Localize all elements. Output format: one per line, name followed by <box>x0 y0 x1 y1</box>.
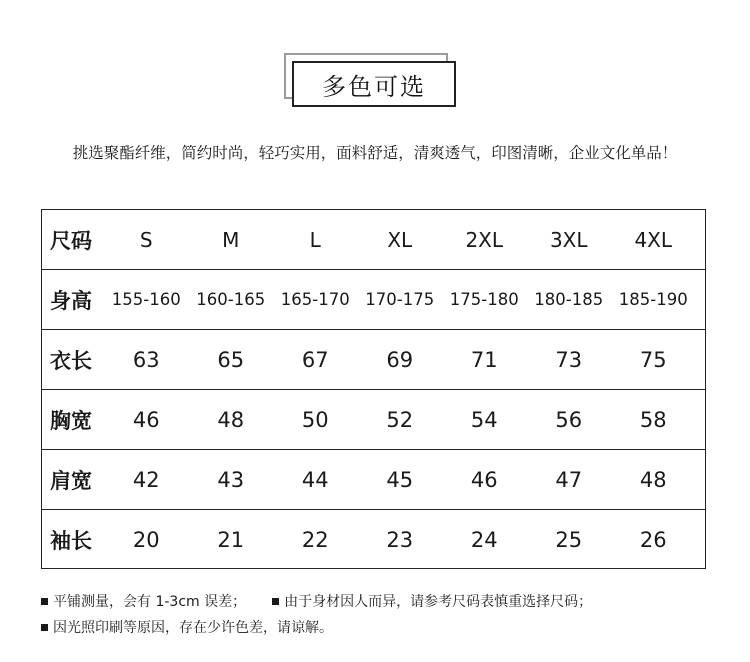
bullet-icon <box>272 598 279 605</box>
table-cell: 44 <box>301 467 329 492</box>
table-cell: 47 <box>555 467 583 492</box>
chest-width-row <box>42 390 705 450</box>
footnote-line <box>41 614 731 640</box>
table-cell: 160-165 <box>196 290 266 309</box>
footnote-text: 因光照印刷等原因，存在少许色差，请谅解。 <box>53 620 333 636</box>
table-cell: 65 <box>217 347 245 372</box>
row-label: 胸宽 <box>50 408 92 433</box>
size-label: M <box>222 227 240 252</box>
sleeve-length-row <box>42 510 705 570</box>
length-row <box>42 330 705 390</box>
size-label: L <box>309 227 321 252</box>
size-label: 3XL <box>549 227 588 252</box>
table-cell: 24 <box>470 528 498 552</box>
table-cell: 56 <box>555 407 583 432</box>
product-description: 挑选聚酯纤维，简约时尚，轻巧实用，面料舒适，清爽透气，印图清晰，企业文化单品！ <box>72 144 678 162</box>
table-cell: 48 <box>217 407 245 432</box>
size-header-row <box>42 210 705 270</box>
row-label: 衣长 <box>50 348 92 373</box>
table-cell: 46 <box>470 467 498 492</box>
table-cell: 43 <box>217 467 245 492</box>
table-cell: 71 <box>470 347 498 372</box>
table-cell: 69 <box>386 347 414 372</box>
table-cell: 165-170 <box>280 290 350 309</box>
row-label: 身高 <box>50 288 92 313</box>
table-cell: 25 <box>555 528 583 552</box>
row-label: 尺码 <box>50 228 92 253</box>
size-label: XL <box>387 227 413 252</box>
table-cell: 185-190 <box>618 290 688 309</box>
table-cell: 75 <box>639 347 667 372</box>
size-label: 2XL <box>465 227 504 252</box>
table-cell: 50 <box>301 407 329 432</box>
table-cell: 180-185 <box>534 290 604 309</box>
table-cell: 46 <box>132 407 160 432</box>
shoulder-width-row <box>42 450 705 510</box>
table-cell: 73 <box>555 347 583 372</box>
bullet-icon <box>41 624 48 631</box>
table-cell: 67 <box>301 347 329 372</box>
table-cell: 42 <box>132 467 160 492</box>
table-cell: 175-180 <box>449 290 519 309</box>
table-cell: 20 <box>132 528 160 552</box>
table-cell: 48 <box>639 467 667 492</box>
footnote-item <box>272 591 592 611</box>
table-cell: 170-175 <box>365 290 435 309</box>
table-cell: 63 <box>132 347 160 372</box>
footnote-line <box>41 588 731 614</box>
table-cell: 21 <box>217 528 245 552</box>
footnote-item <box>41 591 246 611</box>
size-label: S <box>139 227 153 252</box>
table-cell: 58 <box>639 407 667 432</box>
footnote-text: 由于身材因人而异，请参考尺码表慎重选择尺码； <box>284 594 593 610</box>
row-label: 袖长 <box>50 529 92 553</box>
footnote-item <box>41 617 333 637</box>
size-chart-table <box>41 209 706 569</box>
table-cell: 26 <box>639 528 667 552</box>
bullet-icon <box>41 598 48 605</box>
table-cell: 52 <box>386 407 414 432</box>
table-cell: 22 <box>301 528 329 552</box>
table-cell: 45 <box>386 467 414 492</box>
footnote-text: 平铺测量，会有 1-3cm 误差； <box>53 594 247 610</box>
row-label: 肩宽 <box>50 468 92 493</box>
title-box <box>284 53 458 109</box>
size-label: 4XL <box>634 227 673 252</box>
height-row <box>42 270 705 330</box>
table-cell: 23 <box>386 528 414 552</box>
page-title: 多色可选 <box>292 61 456 107</box>
table-cell: 54 <box>470 407 498 432</box>
table-cell: 155-160 <box>111 290 181 309</box>
footnotes <box>41 588 731 640</box>
